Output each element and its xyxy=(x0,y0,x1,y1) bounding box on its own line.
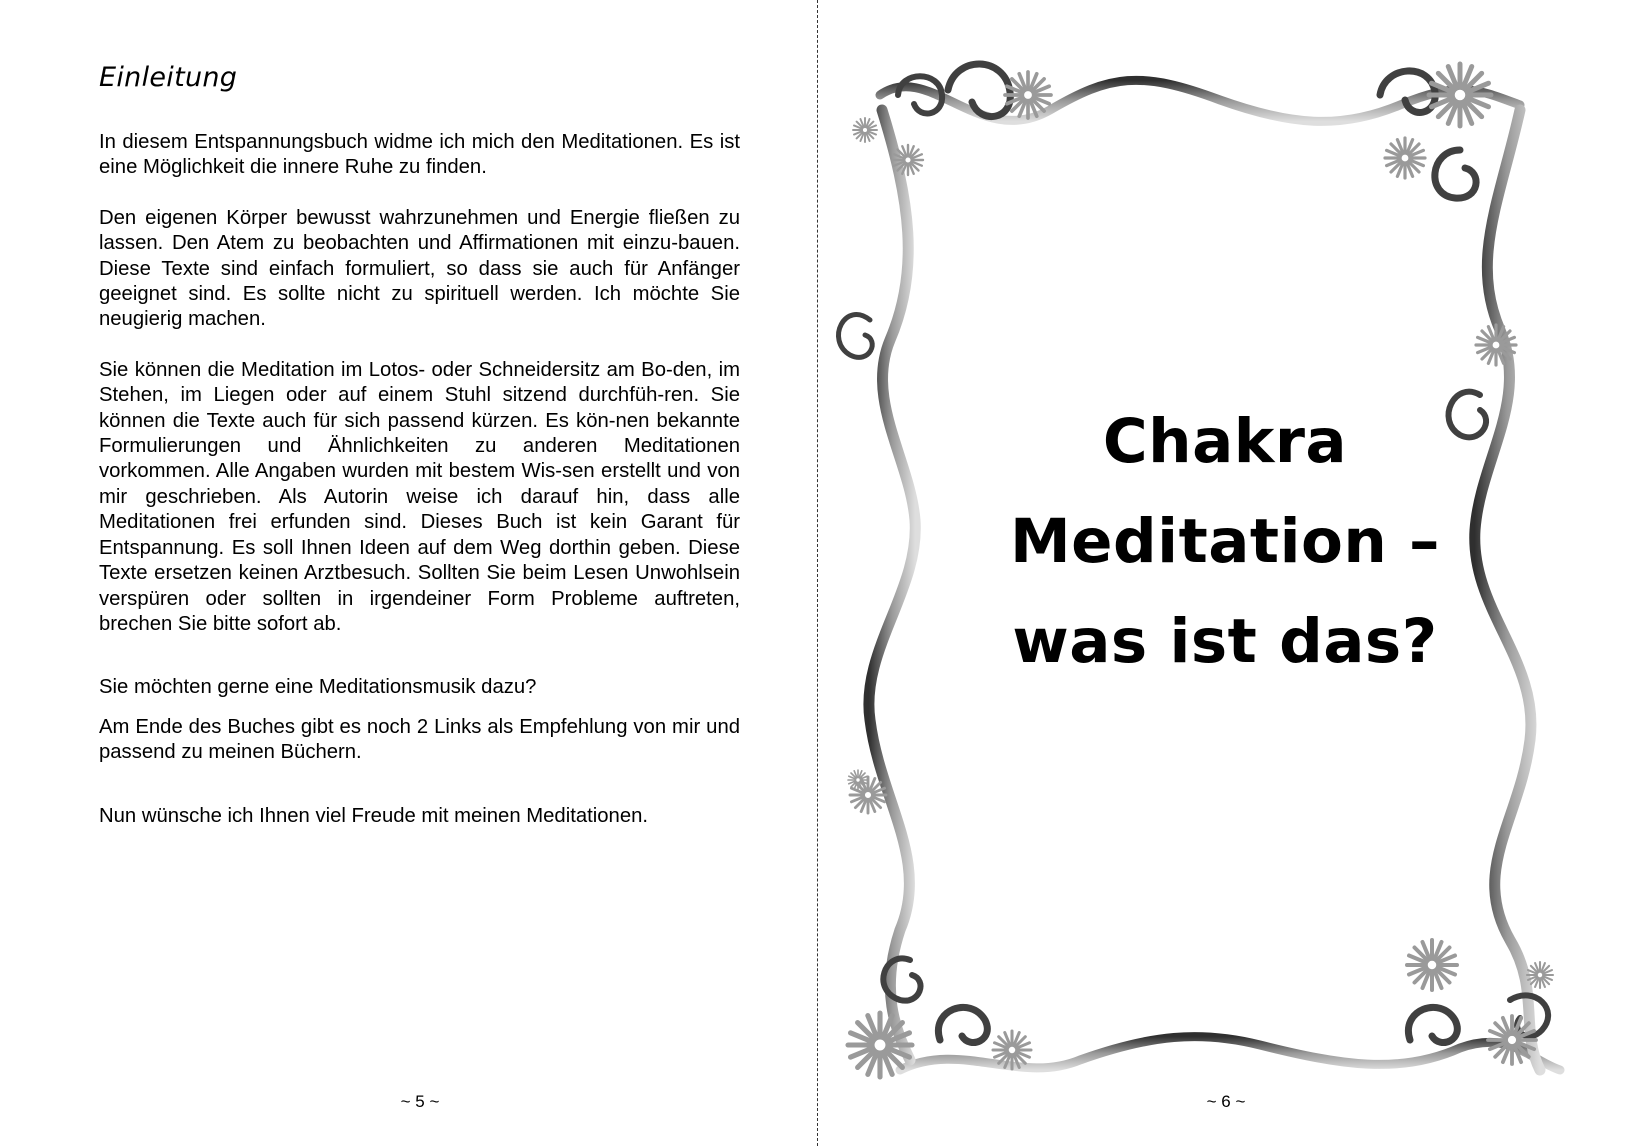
star-burst-icon xyxy=(1005,72,1051,118)
title-line-2: Meditation – xyxy=(1009,506,1441,577)
star-burst-icon xyxy=(1407,940,1457,990)
paragraph-2: Den eigenen Körper bewusst wahrzunehmen und Energie fließen zu lassen. Den Atem zu beobachten und Affirmationen mit einzu-bauen. Diese Texte sind einfach formuliert, so dass sie auch für Anfänger geeignet sind. Es sollte nicht zu spirituell werden. Ich möchte Sie neugierig machen. xyxy=(99,206,740,331)
star-burst-icon xyxy=(1429,64,1491,126)
frame-left-edge xyxy=(869,110,915,1060)
body-text xyxy=(99,130,740,829)
star-burst-icon xyxy=(993,1031,1031,1069)
spiral-right-upper xyxy=(1435,150,1476,198)
star-burst-icon xyxy=(853,118,877,142)
star-burst-icon xyxy=(1476,325,1516,365)
star-burst-icon xyxy=(1385,138,1425,178)
spiral-bottom-right xyxy=(1408,1007,1457,1042)
paragraph-4: Sie möchten gerne eine Meditationsmusik dazu? xyxy=(99,676,537,699)
spiral-right-middle xyxy=(1449,392,1487,438)
frame-bottom-edge xyxy=(900,1037,1560,1070)
chapter-title xyxy=(1000,392,1450,692)
paragraph-6: Nun wünsche ich Ihnen viel Freude mit meinen Meditationen. xyxy=(99,804,649,827)
paragraph-3: Sie können die Meditation im Lotos- oder Schneidersitz am Bo-den, im Stehen, im Liegen oder auf einem Stuhl sitzend durchfüh-ren. Sie können die Texte auch für sich passend kürzen. Es kön-nen bekannte Formulierungen und Ähnlichkeiten zu anderen Meditationen vorkommen. Alle Angaben wurden mit bestem Wis-sen erstellt und von mir geschrieben. Als Autorin weise ich darauf hin, dass alle Meditationen frei erfunden sind. Dieses Buch ist kein Garant für Entspannung. Es soll Ihnen Ideen auf dem Weg dorthin geben. Diese Texte ersetzen keinen Arztbesuch. Sollten Sie beim Lesen Unwohlsein verspüren oder sollten in irgendeiner Form Probleme auftreten, brechen Sie bitte sofort ab. xyxy=(99,358,740,635)
star-burst-icon xyxy=(1488,1016,1536,1064)
star-burst-icon xyxy=(1527,962,1553,988)
title-line-3: was ist das? xyxy=(1012,606,1438,677)
spiral-bottom-left xyxy=(938,1007,987,1042)
page-divider xyxy=(817,0,818,1146)
spiral-left-upper xyxy=(839,315,873,358)
star-burst-icon xyxy=(848,1013,912,1077)
page-heading: Einleitung xyxy=(99,62,238,93)
page-number: ~ 5 ~ xyxy=(400,1092,440,1111)
page-number: ~ 6 ~ xyxy=(1206,1092,1246,1111)
title-line-1: Chakra xyxy=(1102,406,1348,477)
right-page xyxy=(820,0,1632,1146)
star-burst-icon xyxy=(893,145,923,175)
paragraph-5: Am Ende des Buches gibt es noch 2 Links als Empfehlung von mir und passend zu meinen Büchern. xyxy=(99,715,740,764)
frame-right-edge xyxy=(1475,110,1540,1070)
paragraph-1: In diesem Entspannungsbuch widme ich mich den Meditationen. Es ist eine Möglichkeit die innere Ruhe zu finden. xyxy=(99,131,740,179)
star-burst-icon xyxy=(848,770,868,790)
